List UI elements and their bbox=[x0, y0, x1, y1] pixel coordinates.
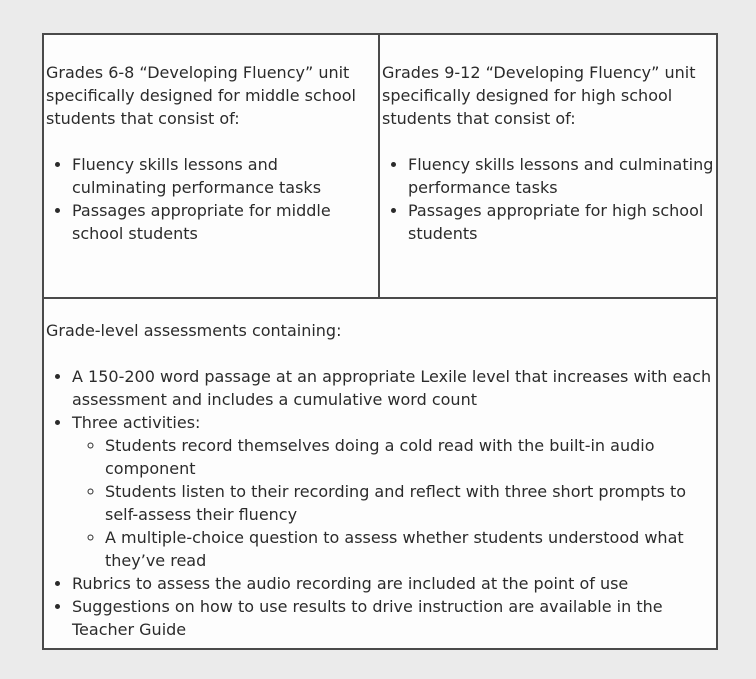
grades-9-12-intro: Grades 9-12 “Developing Fluency” unit specifically designed for high school students that consist of: bbox=[382, 63, 696, 128]
grades-6-8-intro: Grades 6-8 “Developing Fluency” unit specifically designed for middle school students that consist of: bbox=[46, 63, 356, 128]
bullet-item-three-activities bbox=[72, 411, 714, 572]
bullet-item: • Fluency skills lessons and culminating performance tasks bbox=[408, 153, 714, 199]
bullet-item: • Rubrics to assess the audio recording are included at the point of use bbox=[72, 572, 714, 595]
bullet-item: • A 150-200 word passage at an appropriate Lexile level that increases with each assessment and includes a cumulative word count bbox=[72, 365, 714, 411]
bullet-item-label: Three activities: bbox=[72, 413, 201, 432]
grades-6-8-bullet-list bbox=[46, 153, 376, 245]
grades-6-8-cell bbox=[44, 35, 380, 297]
bullet-item: • Passages appropriate for high school students bbox=[408, 199, 714, 245]
sub-bullet-item: ◦ Students listen to their recording and reflect with three short prompts to self-assess their fluency bbox=[105, 480, 714, 526]
grades-9-12-bullet-list bbox=[382, 153, 714, 245]
assessments-bullet-list bbox=[46, 365, 714, 641]
assessments-intro: Grade-level assessments containing: bbox=[46, 321, 342, 340]
bullet-item: • Passages appropriate for middle school students bbox=[72, 199, 376, 245]
fluency-units-table bbox=[42, 33, 718, 650]
assessments-cell bbox=[44, 299, 716, 641]
bullet-item: • Suggestions on how to use results to drive instruction are available in the Teacher Guide bbox=[72, 595, 714, 641]
grades-9-12-cell bbox=[380, 35, 716, 297]
activities-sub-list bbox=[72, 434, 714, 572]
sub-bullet-item: ◦ Students record themselves doing a cold read with the built-in audio component bbox=[105, 434, 714, 480]
sub-bullet-item: ◦ A multiple-choice question to assess whether students understood what they’ve read bbox=[105, 526, 714, 572]
table-top-row bbox=[44, 35, 716, 299]
bullet-item: • Fluency skills lessons and culminating performance tasks bbox=[72, 153, 376, 199]
